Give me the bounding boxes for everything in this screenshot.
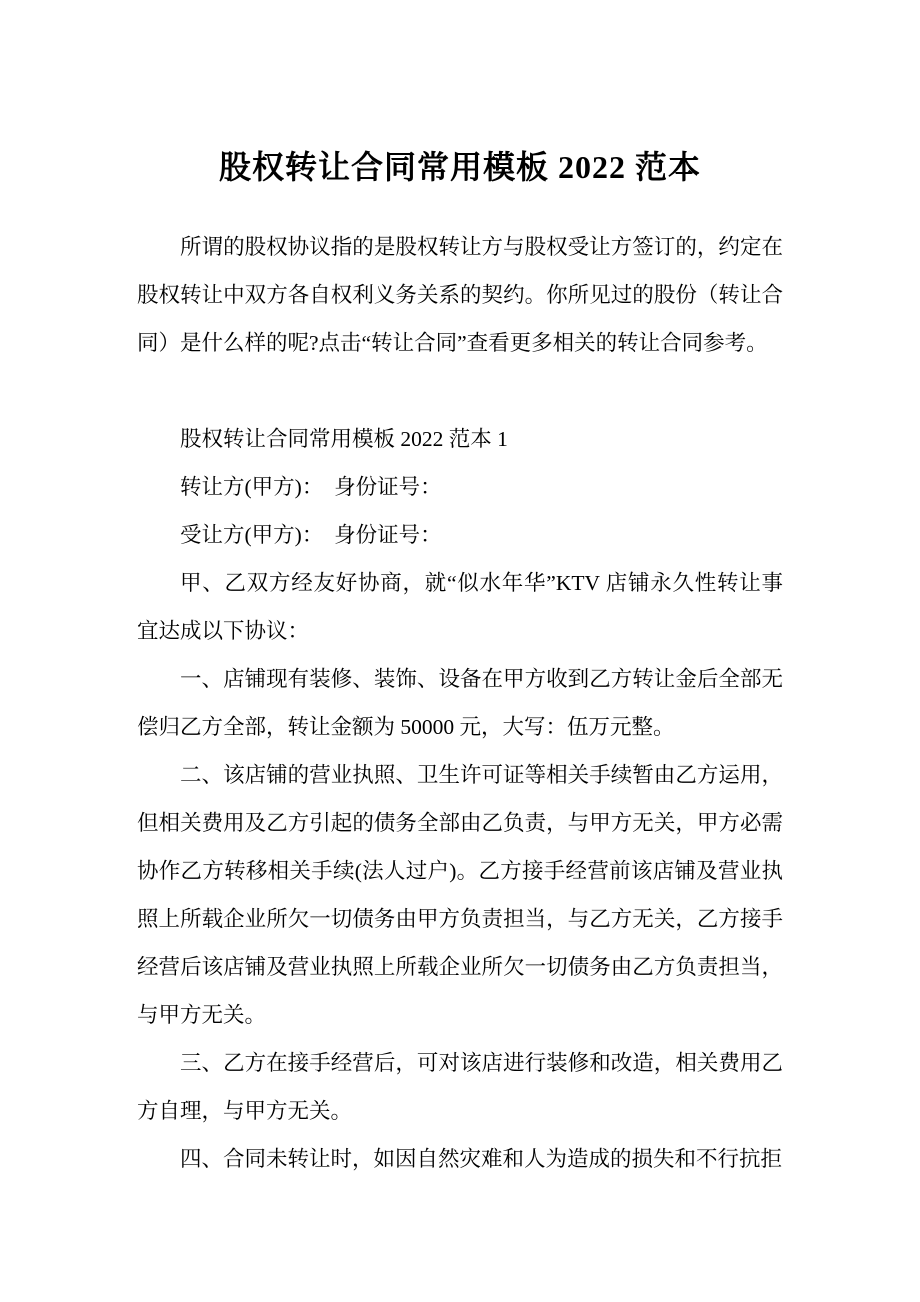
clause-1: 一、店铺现有装修、装饰、设备在甲方收到乙方转让金后全部无偿归乙方全部，转让金额为 50000 元，大写：伍万元整。 [137, 667, 783, 739]
clause-3: 三、乙方在接手经营后，可对该店进行装修和改造，相关费用乙方自理，与甲方无关。 [137, 1051, 783, 1123]
transferor-line: 转让方(甲方)： 身份证号： [180, 475, 442, 499]
document-body [137, 223, 783, 1183]
clause-4: 四、合同未转让时，如因自然灾难和人为造成的损失和不行抗拒 [180, 1147, 783, 1171]
intro-paragraph: 所谓的股权协议指的是股权转让方与股权受让方签订的，约定在股权转让中双方各自权利义务关系的契约。你所见过的股份（转让合同）是什么样的呢?点击“转让合同”查看更多相关的转让合同参考。 [137, 235, 783, 355]
blank-line [137, 367, 783, 415]
sample-heading: 股权转让合同常用模板 2022 范本 1 [180, 427, 508, 451]
document-title: 股权转让合同常用模板 2022 范本 [218, 149, 701, 185]
transferee-line: 受让方(甲方)： 身份证号： [180, 523, 442, 547]
clause-2: 二、该店铺的营业执照、卫生许可证等相关手续暂由乙方运用，但相关费用及乙方引起的债务全部由乙负责，与甲方无关，甲方必需协作乙方转移相关手续(法人过户)。乙方接手经营前该店铺及营业执照上所载企业所欠一切债务由甲方负责担当，与乙方无关，乙方接手经营后该店铺及营业执照上所载企业所欠一切债务由乙方负责担当，与甲方无关。 [137, 763, 783, 1027]
preamble-paragraph: 甲、乙双方经友好协商，就“似水年华”KTV 店铺永久性转让事宜达成以下协议： [137, 571, 783, 643]
